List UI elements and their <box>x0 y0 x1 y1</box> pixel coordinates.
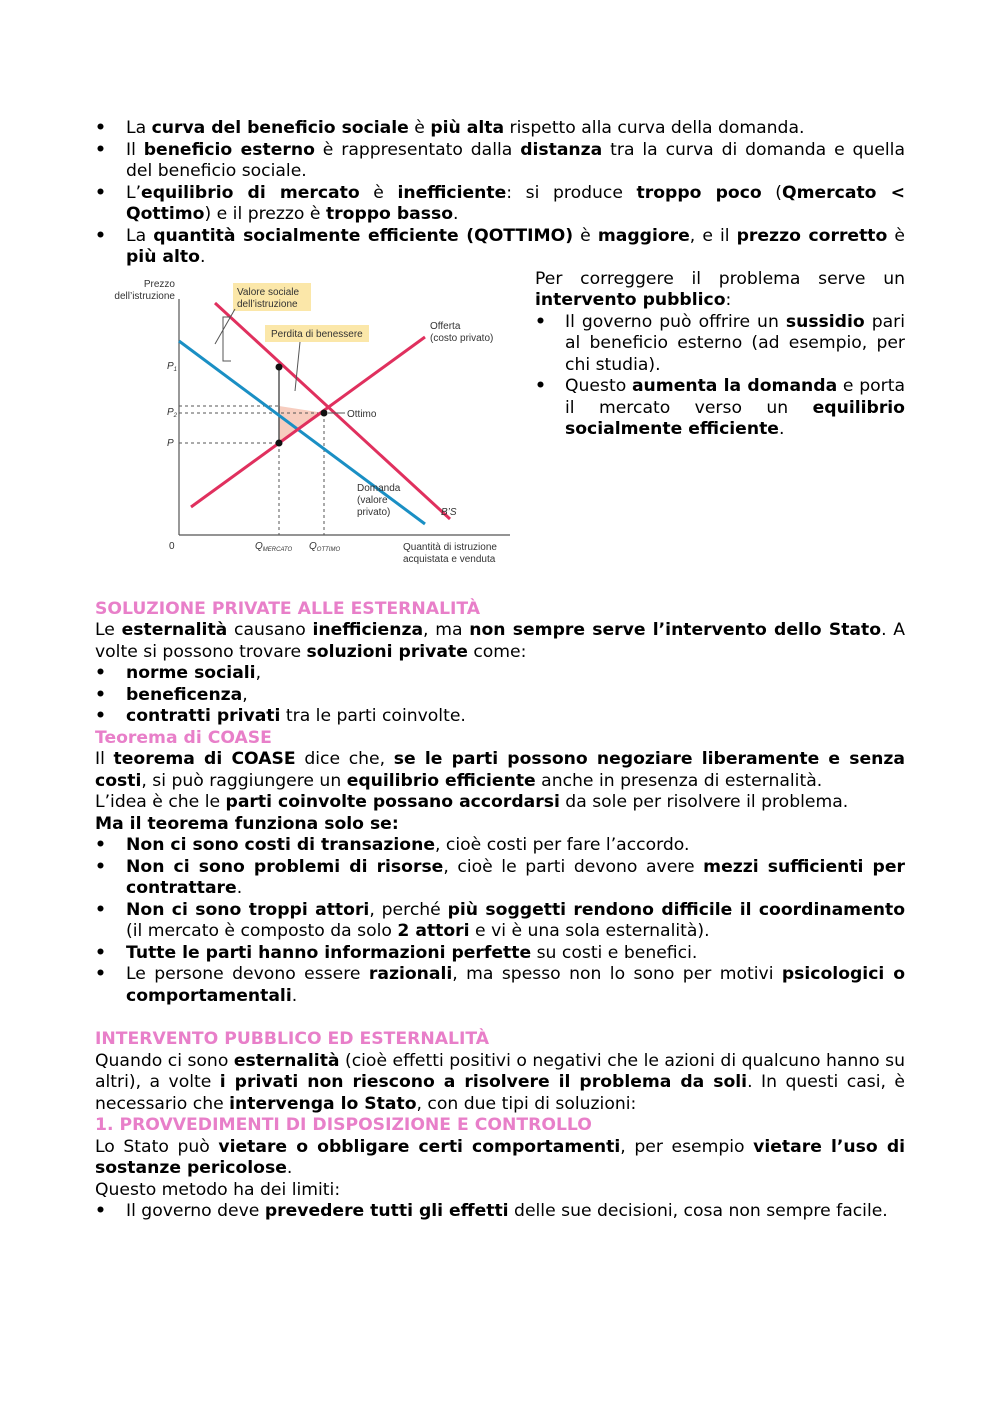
list-item <box>95 663 905 685</box>
text: da sole per risolvere il problema. <box>559 792 849 812</box>
section2-para <box>95 1051 905 1116</box>
bold-text: soluzioni private <box>306 641 468 662</box>
side-intro <box>535 269 905 312</box>
bold-text: troppo basso <box>325 204 454 224</box>
list-item <box>95 964 905 1007</box>
text: . <box>291 985 298 1006</box>
text: Lo Stato può <box>95 1136 219 1157</box>
section2-title: INTERVENTO PUBBLICO ED ESTERNALITÀ <box>95 1029 490 1049</box>
bold-text: 2 attori <box>397 921 470 941</box>
text: e porta il mercato verso un <box>565 376 906 418</box>
point-p1 <box>276 363 283 370</box>
bs-label: B’S <box>441 506 457 518</box>
bold-text: parti coinvolte possano accordarsi <box>225 792 560 812</box>
text: , con due tipi di soluzioni: <box>416 1093 637 1114</box>
bold-text: beneficenza <box>126 684 243 705</box>
loss-label: Perdita di benessere <box>271 328 363 340</box>
origin-label: 0 <box>169 540 175 552</box>
list-item <box>95 226 905 269</box>
section2-list <box>95 1201 905 1223</box>
bold-text: distanza <box>520 139 603 160</box>
x-axis-label-1: Quantità di istruzione <box>403 541 497 553</box>
text: delle sue decisioni, cosa non sempre facile. <box>508 1201 888 1221</box>
coase-para-1 <box>95 749 905 792</box>
social-label-2: dell’istruzione <box>237 298 298 310</box>
text: e vi è una sola esternalità). <box>469 921 710 941</box>
text: , cioè le parti devono avere <box>443 856 704 877</box>
text: Questo metodo ha dei limiti: <box>95 1179 341 1200</box>
text: è <box>359 182 398 203</box>
text: ( <box>761 182 782 203</box>
text: tra la curva di domanda e quella del beneficio sociale. <box>126 139 905 181</box>
text: , <box>242 684 248 705</box>
text: La <box>126 225 154 246</box>
bold-text: equilibrio socialmente efficiente <box>565 397 905 439</box>
text: Quando ci sono <box>95 1050 234 1071</box>
bold-text: Ma il teorema funziona solo se: <box>95 813 399 834</box>
bullet-list-top <box>95 118 905 269</box>
list-item <box>95 685 905 707</box>
demand-curve <box>179 341 425 524</box>
text: , ma spesso non lo sono per motivi <box>452 964 782 984</box>
social-pointer <box>215 309 235 344</box>
text: Il governo può offrire un <box>565 311 786 332</box>
text: . <box>286 1158 293 1178</box>
text: è <box>887 225 905 246</box>
y-axis-label-1: Prezzo <box>143 278 175 290</box>
text: Per correggere il problema serve un <box>535 268 905 289</box>
demand-label-2: (valore <box>357 494 388 506</box>
supply-label-1: Offerta <box>430 320 461 332</box>
section1-title: SOLUZIONE PRIVATE ALLE ESTERNALITÀ <box>95 598 481 619</box>
bold-text: contratti privati <box>126 706 281 726</box>
bold-text: più alta <box>430 118 505 138</box>
text: . <box>778 419 785 439</box>
text: , cioè costi per fare l’accordo. <box>435 835 690 855</box>
list-item <box>95 943 905 965</box>
bold-text: prevedere tutti gli effetti <box>264 1201 509 1221</box>
text: (cioè effetti positivi o negativi che le azioni di qualcuno hanno su altri), a volte <box>95 1050 905 1092</box>
x-axis-label-2: acquistata e venduta <box>403 553 496 565</box>
side-text <box>535 269 905 441</box>
text: . A volte si possono trovare <box>95 620 906 662</box>
text: . In questi casi, è necessario che <box>95 1072 905 1114</box>
bold-text: i privati non riescono a risolvere il problema da soli <box>219 1072 748 1092</box>
bold-text: mezzi sufficienti per contrattare <box>126 856 905 898</box>
bold-text: Qmercato < Qottimo <box>126 182 905 224</box>
text: Il governo deve <box>126 1201 265 1221</box>
bold-text: più alto <box>126 247 200 267</box>
text: è rappresentato dalla <box>314 139 521 160</box>
page-content <box>95 118 905 1223</box>
text: : <box>725 290 732 310</box>
list-item <box>95 857 905 900</box>
section2-para-2 <box>95 1137 905 1180</box>
text: : si produce <box>506 182 637 203</box>
p2-label: $P_2$ <box>167 406 178 419</box>
supply-curve <box>191 337 425 507</box>
demand-label-1: Domanda <box>357 482 401 494</box>
text: Questo <box>565 376 632 396</box>
list-item <box>95 835 905 857</box>
text: . <box>236 878 243 898</box>
section2-para-3 <box>95 1180 905 1202</box>
bold-text: più soggetti rendono difficile il coordinamento <box>447 899 905 920</box>
coase-title: Teorema di COASE <box>95 727 272 748</box>
bold-text: prezzo corretto <box>736 225 888 246</box>
bold-text: psicologici o comportamentali <box>126 964 906 1006</box>
list-item <box>95 1201 905 1223</box>
q-mercato-label: $Q_{MERCATO}$ <box>255 540 293 553</box>
bold-text: esternalità <box>233 1050 340 1071</box>
point-ottimo <box>321 409 328 416</box>
text: anche in presenza di esternalità. <box>535 770 823 791</box>
text: Le <box>95 620 122 640</box>
bold-text: intervento pubblico <box>535 290 726 310</box>
text: ) e il prezzo è <box>204 204 326 224</box>
bold-text: curva del beneficio sociale <box>151 118 409 138</box>
text: (il mercato è composto da solo <box>126 921 398 941</box>
p1-label: $P_1$ <box>167 360 178 373</box>
bold-text: maggiore <box>597 225 690 246</box>
section2-subtitle: 1. PROVVEDIMENTI DI DISPOSIZIONE E CONTROLLO <box>95 1115 592 1135</box>
list-item <box>95 118 905 140</box>
point-mercato <box>276 439 283 446</box>
text: L’ <box>126 182 142 203</box>
text: come: <box>467 641 527 662</box>
text: , ma <box>423 620 470 640</box>
coase-conditions <box>95 835 905 1007</box>
text: , perché <box>369 899 448 920</box>
list-item <box>535 312 905 377</box>
text: Il <box>95 749 114 769</box>
y-axis-label-2: dell’istruzione <box>114 290 175 302</box>
q-ottimo-label: $Q_{OTTIMO}$ <box>309 540 341 553</box>
text: La <box>126 118 152 138</box>
bold-text: troppo poco <box>636 182 762 203</box>
supply-label-2: (costo privato) <box>430 332 494 344</box>
bold-text: sussidio <box>785 311 865 332</box>
coase-para-3 <box>95 814 905 836</box>
bold-text: inefficiente <box>397 182 507 203</box>
text: . <box>199 247 206 267</box>
text: è <box>408 118 431 138</box>
loss-pointer <box>295 342 300 391</box>
text: , si può raggiungere un <box>141 770 347 791</box>
bold-text: se le parti possono negoziare liberamente e senza costi <box>95 749 905 791</box>
text: , e il <box>689 225 737 246</box>
section1-list <box>95 663 905 728</box>
bold-text: Tutte le parti hanno informazioni perfette <box>126 942 532 963</box>
coase-para-2 <box>95 792 905 814</box>
demand-label-3: privato) <box>357 506 391 518</box>
figure-row <box>95 269 905 599</box>
text: causano <box>227 620 313 640</box>
bold-text: Non ci sono problemi di risorse <box>126 856 444 877</box>
bold-text: razionali <box>368 964 453 984</box>
list-item <box>95 900 905 943</box>
bold-text: vietare l’uso di sostanze pericolose <box>95 1136 906 1178</box>
text: su costi e benefici. <box>531 942 698 963</box>
text: rispetto alla curva della domanda. <box>504 118 805 138</box>
list-item <box>95 140 905 183</box>
text: . <box>453 204 459 224</box>
list-item <box>95 183 905 226</box>
bold-text: equilibrio efficiente <box>346 770 536 791</box>
p-label: P <box>167 437 174 449</box>
bold-text: beneficio esterno <box>143 139 315 160</box>
bold-text: equilibrio di mercato <box>141 182 360 203</box>
text: L’idea è che le <box>95 792 226 812</box>
bold-text: norme sociali <box>126 663 256 683</box>
list-item <box>535 376 905 441</box>
text: , per esempio <box>620 1136 754 1157</box>
bold-text: inefficienza <box>312 620 424 640</box>
bold-text: aumenta la domanda <box>631 376 838 396</box>
side-list <box>535 312 905 441</box>
bold-text: Non ci sono troppi attori <box>126 899 370 920</box>
text: pari al beneficio esterno (ad esempio, per chi studia). <box>565 311 905 375</box>
bold-text: vietare o obbligare certi comportamenti <box>218 1136 621 1157</box>
bold-text: quantità socialmente efficiente (QOTTIMO) <box>153 225 574 246</box>
text: tra le parti coinvolte. <box>280 706 466 726</box>
text: Le persone devono essere <box>126 964 369 984</box>
text: dice che, <box>295 749 394 769</box>
bold-text: esternalità <box>121 620 228 640</box>
bold-text: intervenga lo Stato <box>229 1093 417 1114</box>
optimum-label: Ottimo <box>347 408 377 420</box>
text: Il <box>126 139 144 160</box>
bold-text: teorema di COASE <box>113 749 296 769</box>
social-label-1: Valore sociale <box>237 286 300 298</box>
bold-text: Non ci sono costi di transazione <box>126 835 435 855</box>
section1-para <box>95 620 905 663</box>
text: , <box>255 663 262 683</box>
bold-text: non sempre serve l’intervento dello Stato <box>469 620 882 640</box>
list-item <box>95 706 905 728</box>
text: è <box>573 225 598 246</box>
externality-chart <box>95 269 515 569</box>
